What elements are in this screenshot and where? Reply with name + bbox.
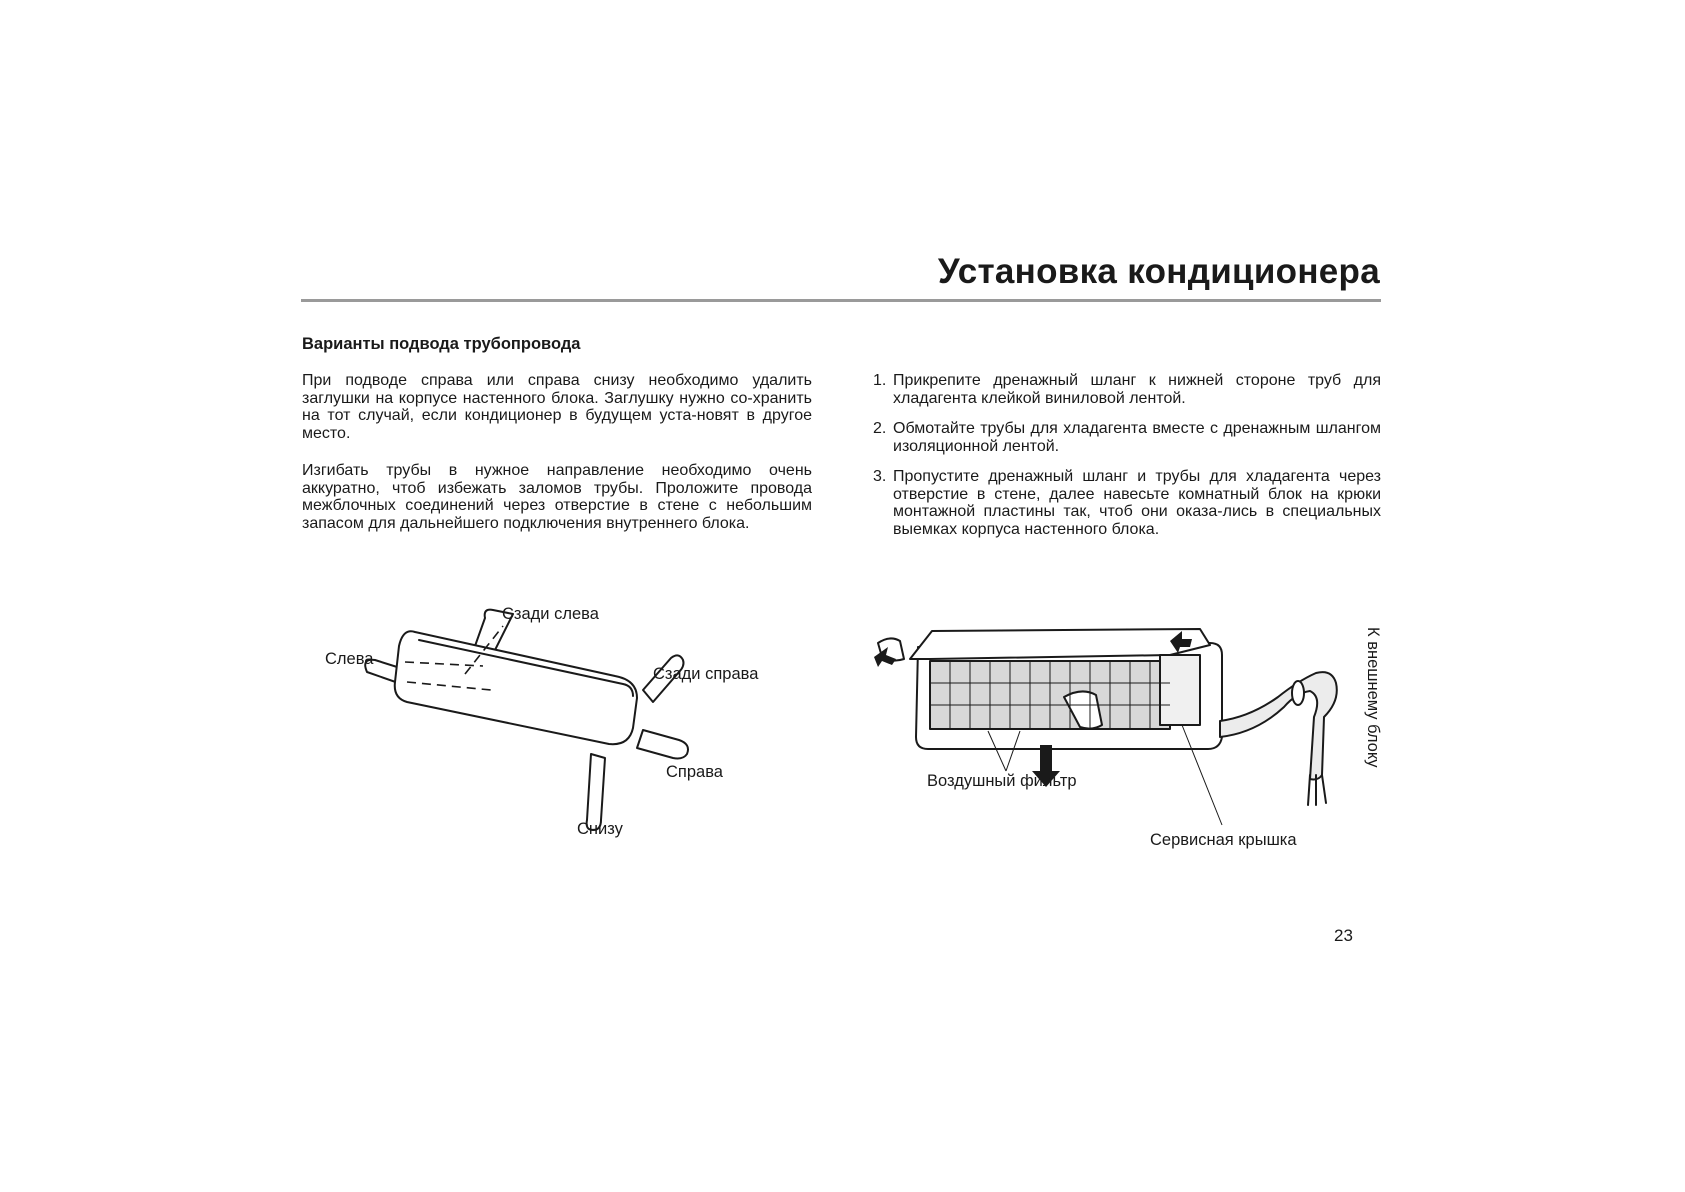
- piping-directions-diagram: [315, 598, 795, 848]
- label-air-filter: Воздушный фильтр: [927, 772, 1077, 790]
- paragraph-bending-pipes: Изгибать трубы в нужное направление необходимо очень аккуратно, чтоб избежать заломов трубы. Проложите провода межблочных соединений через отверстие в стене с небольшим запасом для дальнейшего подключения внутреннего блока.: [302, 462, 812, 532]
- label-to-outdoor-unit: К внешнему блоку: [1364, 627, 1382, 768]
- label-bottom: Снизу: [577, 820, 623, 838]
- label-rear-right: Сзади справа: [653, 665, 759, 683]
- pipe-right: [637, 730, 688, 759]
- step-item: [873, 372, 1381, 407]
- step-text: Обмотайте трубы для хладагента вместе с дренажным шлангом изоляционной лентой.: [893, 420, 1381, 455]
- pipe-joint: [1292, 681, 1304, 705]
- label-service-cover: Сервисная крышка: [1150, 831, 1297, 849]
- indoor-unit-body: [395, 631, 637, 744]
- label-rear-left: Сзади слева: [502, 605, 599, 623]
- installation-steps: [873, 372, 1381, 551]
- label-left: Слева: [325, 650, 374, 668]
- title-divider: [301, 299, 1381, 302]
- piping-directions-illustration: [315, 598, 795, 848]
- paragraph-removal-caps: При подводе справа или справа снизу необходимо удалить заглушки на корпусе настенного блока. Заглушку нужно со-хранить на тот случай, если кондиционер в будущем уста-новят в другое место.: [302, 372, 812, 442]
- step-number: 3.: [873, 468, 887, 485]
- step-text: Пропустите дренажный шланг и трубы для хладагента через отверстие в стене, далее навесьте комнатный блок на крюки монтажной пластины так, чтоб они оказа-лись в специальных выемках корпуса настенного блока.: [893, 468, 1381, 538]
- step-item: [873, 468, 1381, 538]
- page-number: 23: [1334, 926, 1353, 945]
- label-right: Справа: [666, 763, 723, 781]
- page-title: Установка кондиционера: [937, 252, 1380, 291]
- pipe-ends: [1308, 775, 1326, 805]
- pipe-bundle: [1220, 672, 1337, 779]
- step-item: [873, 420, 1381, 455]
- step-text: Прикрепите дренажный шланг к нижней стороне труб для хладагента клейкой виниловой лентой.: [893, 372, 1381, 407]
- pipe-bottom: [587, 754, 605, 830]
- section-heading: Варианты подвода трубопровода: [302, 335, 581, 353]
- step-number: 2.: [873, 420, 887, 437]
- indoor-unit-illustration: [870, 625, 1390, 865]
- indoor-unit-diagram: [870, 625, 1390, 865]
- service-cover: [1160, 655, 1200, 725]
- step-number: 1.: [873, 372, 887, 389]
